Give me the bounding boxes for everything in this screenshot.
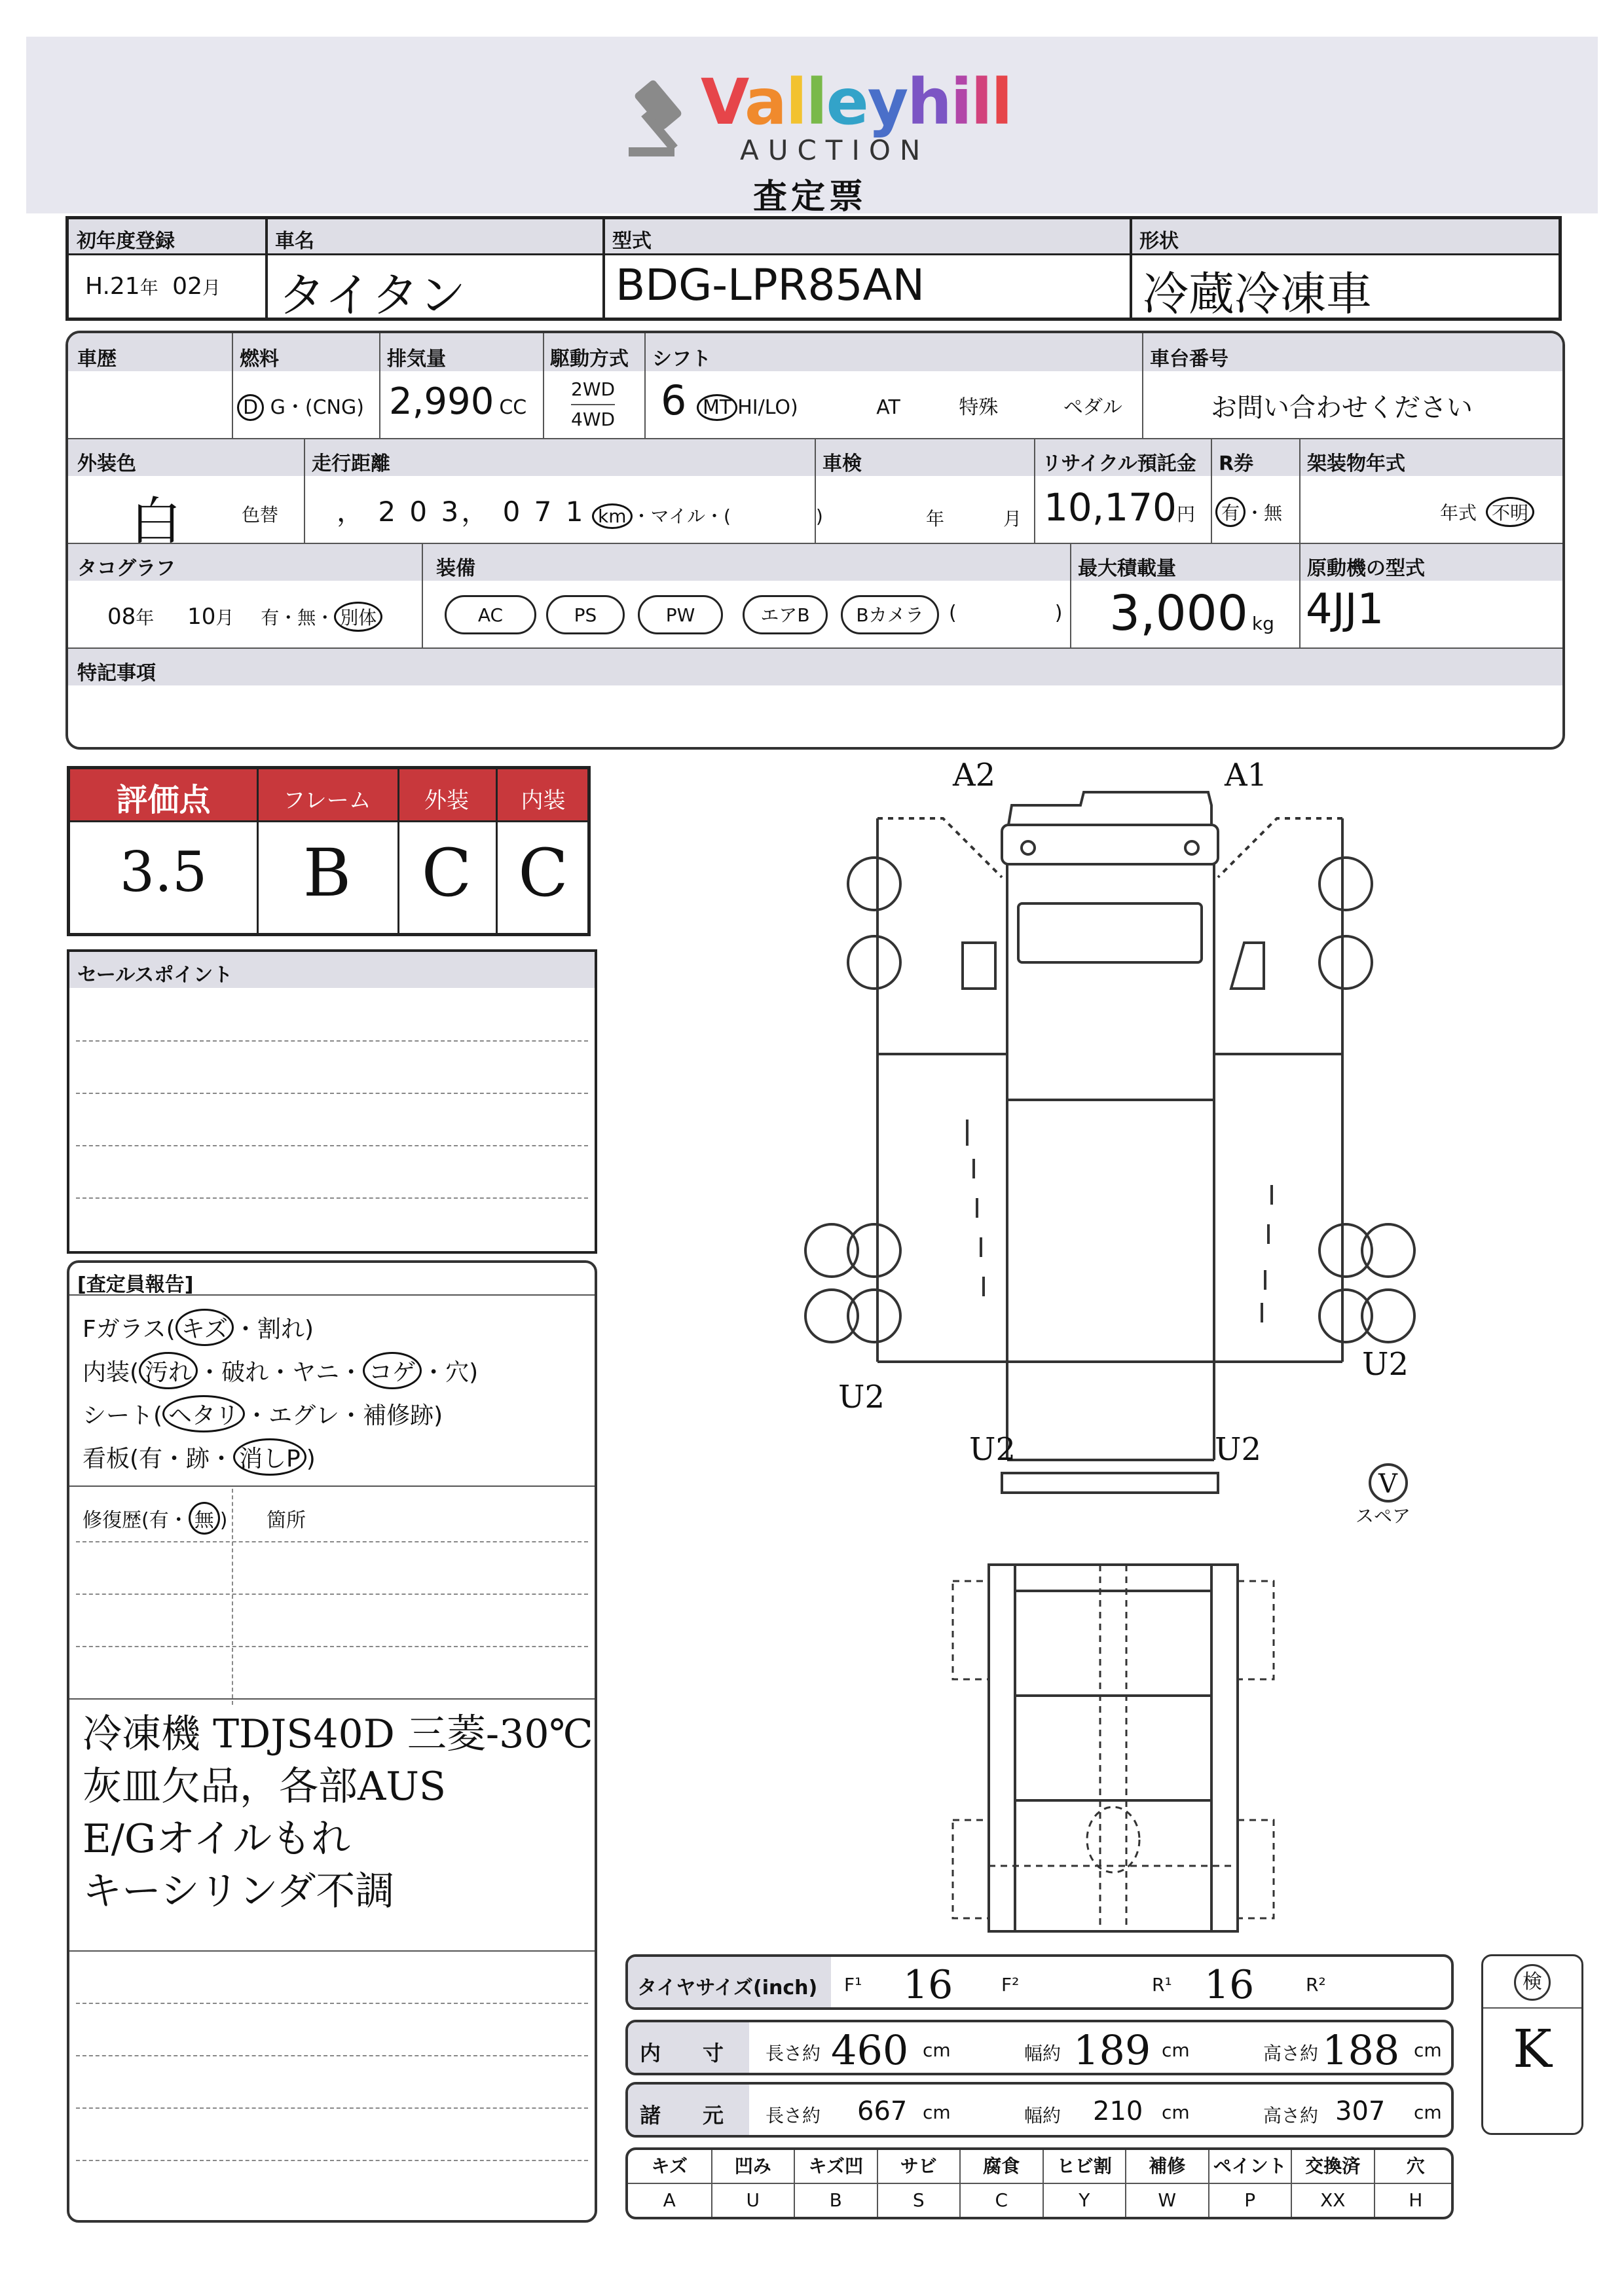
inner-len-unit: cm [923, 2039, 951, 2061]
load-label: 最大積載量 [1078, 557, 1176, 580]
legend-name: 交換済 [1292, 2150, 1374, 2184]
drive-label: 駆動方式 [550, 348, 629, 371]
car-name-value: タイタン [278, 268, 466, 323]
evaluation-table [67, 766, 591, 936]
inspector-value: K [1513, 2018, 1552, 2079]
spec-hgt-label: 高さ約 [1263, 2105, 1319, 2126]
tacho-value: 08年 10月 有・無・ 別体 [107, 602, 382, 632]
report-label: [査定員報告] [77, 1273, 194, 1296]
mark-u2-right: U2 [1362, 1346, 1409, 1383]
legend-item [628, 2150, 711, 2217]
body-year-label: 架装物年式 [1307, 452, 1405, 475]
model-label: 型式 [612, 230, 652, 253]
equip-ps: PS [546, 595, 625, 634]
report-box [67, 1260, 597, 2223]
brand-sub: AUCTION [740, 134, 930, 166]
legend-item [1291, 2150, 1374, 2217]
tire-r1-value: 16 [1204, 1962, 1255, 2008]
legend-item [794, 2150, 877, 2217]
r-ticket-label: R券 [1219, 452, 1254, 475]
legend-item [711, 2150, 794, 2217]
spec-hgt-value: 307 [1335, 2096, 1386, 2126]
spec-wid-label: 幅約 [1024, 2105, 1061, 2126]
sales-points-label: セールスポイント [77, 964, 233, 987]
inner-hgt-unit: cm [1414, 2039, 1442, 2061]
tire-size-row [625, 1954, 1454, 2010]
basic-info-table [65, 216, 1562, 321]
legend-name: 腐食 [961, 2150, 1043, 2184]
color-value: 白 [130, 492, 182, 551]
legend-code: B [829, 2189, 842, 2211]
spec-len-value: 667 [857, 2096, 908, 2126]
report-interior: 内装( 汚れ ・破れ・ヤニ・ コゲ ・穴) [83, 1352, 478, 1389]
equip-airbag: エアB [743, 595, 828, 634]
report-seat: シート( ヘタリ ・エグレ・補修跡) [83, 1395, 443, 1432]
exterior-label: 外装 [424, 788, 469, 814]
report-glass: Fガラス( キズ ・割れ) [83, 1309, 314, 1346]
load-value: 3,000 kg [1109, 585, 1274, 642]
first-reg-value: H.21年 02月 [85, 273, 221, 300]
inner-wid-unit: cm [1162, 2039, 1190, 2061]
spec-hgt-unit: cm [1414, 2102, 1442, 2123]
legend-item [877, 2150, 960, 2217]
frame-value: B [303, 835, 352, 911]
mark-a1: A1 [1225, 757, 1268, 793]
mark-u2-rear-left: U2 [969, 1431, 1016, 1468]
shift-num: 6 [661, 376, 687, 424]
tire-f1-label: F¹ [844, 1974, 862, 1995]
brand-logo: Valleyhill [701, 65, 1012, 139]
inner-hgt-label: 高さ約 [1263, 2043, 1319, 2064]
engine-label: 原動機の型式 [1307, 557, 1425, 580]
inner-len-label: 長さ約 [766, 2043, 821, 2064]
legend-name: キズ [628, 2150, 711, 2184]
legend-code: S [912, 2189, 925, 2211]
shape-value: 冷蔵冷凍車 [1143, 267, 1372, 321]
legend-name: 穴 [1375, 2150, 1454, 2184]
exterior-value: C [421, 835, 472, 911]
legend-name: 補修 [1126, 2150, 1208, 2184]
interior-value: C [518, 835, 568, 911]
mark-u2-rear-right: U2 [1215, 1431, 1261, 1468]
history-label: 車歴 [77, 348, 117, 371]
color-change: 色替 [242, 504, 279, 526]
equip-ac: AC [445, 595, 536, 634]
drive-value: 2WD 4WD [571, 375, 615, 434]
spare-label: スペア [1356, 1505, 1411, 1527]
inner-dims-label: 内 寸 [640, 2041, 724, 2066]
interior-label: 内装 [521, 788, 566, 814]
sales-points-box [67, 949, 597, 1254]
inspector-box [1481, 1954, 1583, 2135]
spec-len-unit: cm [923, 2102, 951, 2123]
legend-item [1125, 2150, 1208, 2217]
frame-label: フレーム [283, 788, 371, 814]
car-name-label: 車名 [275, 230, 314, 253]
legend-name: サビ [878, 2150, 960, 2184]
legend-name: キズ凹 [795, 2150, 877, 2184]
equip-other: ( ) [949, 602, 1063, 625]
report-sign: 看板(有・跡・ 消しP ) [83, 1438, 316, 1476]
first-reg-label: 初年度登録 [77, 230, 175, 253]
color-label: 外装色 [77, 452, 136, 475]
legend-name: ヒビ割 [1044, 2150, 1126, 2184]
notes-label: 特記事項 [77, 662, 156, 685]
vehicle-damage-diagram [786, 753, 1473, 1944]
recycle-value: 10,170円 [1044, 485, 1195, 530]
legend-name: 凹み [712, 2150, 794, 2184]
equip-pw: PW [638, 595, 723, 634]
gavel-icon [625, 75, 704, 160]
legend-code: C [995, 2189, 1008, 2211]
inspector-label: 検 [1514, 1964, 1551, 2001]
model-value: BDG-LPR85AN [616, 260, 925, 310]
inspection-label: 車検 [822, 452, 862, 475]
legend-code: U [746, 2189, 760, 2211]
spec-wid-value: 210 [1093, 2096, 1143, 2126]
damage-legend [625, 2147, 1454, 2219]
legend-code: XX [1320, 2189, 1346, 2211]
report-repair: 修復歴(有・ 無 ) 箇所 [83, 1502, 306, 1535]
mark-u2-left: U2 [838, 1379, 885, 1415]
tire-r1-label: R¹ [1152, 1974, 1172, 1995]
legend-code: W [1158, 2189, 1177, 2211]
legend-name: ペイント [1209, 2150, 1291, 2184]
inner-hgt-value: 188 [1322, 2026, 1400, 2074]
chassis-label: 車台番号 [1150, 348, 1228, 371]
legend-item [1374, 2150, 1454, 2217]
mark-spare-v: V [1378, 1469, 1397, 1499]
page-title: 査定票 [753, 177, 868, 217]
mileage-label: 走行距離 [312, 452, 390, 475]
spec-table [65, 331, 1565, 750]
tire-label: タイヤサイズ(inch) [637, 1977, 818, 1999]
r-ticket-value: 有 ・無 [1215, 497, 1282, 527]
recycle-label: リサイクル預託金 [1042, 452, 1196, 475]
legend-item [1043, 2150, 1126, 2217]
tacho-label: タコグラフ [77, 557, 175, 580]
equip-camera: Bカメラ [841, 595, 939, 634]
shift-label: シフト [652, 348, 711, 371]
inner-wid-label: 幅約 [1024, 2043, 1061, 2064]
roof-outline [1008, 792, 1211, 825]
shape-label: 形状 [1139, 230, 1179, 253]
spec-wid-unit: cm [1162, 2102, 1190, 2123]
inner-dims-row [625, 2020, 1454, 2075]
chassis-value: お問い合わせください [1211, 393, 1473, 423]
score-value: 3.5 [119, 840, 208, 904]
report-handwritten: 冷凍機 TDJS40D 三菱-30℃ 灰皿欠品，各部AUS E/Gオイルもれ キーシリンダ不調 [83, 1711, 593, 1914]
spec-dims-label: 諸 元 [640, 2103, 724, 2128]
engine-value: 4JJ1 [1306, 585, 1384, 634]
shift-value: MT HI/LO) AT 特殊 ペダル [697, 391, 1122, 421]
displacement-value: 2,990 CC [389, 380, 527, 423]
legend-code: P [1244, 2189, 1256, 2211]
tire-f1-value: 16 [903, 1962, 953, 2008]
legend-code: H [1409, 2189, 1423, 2211]
fuel-label: 燃料 [240, 348, 279, 371]
tire-r2-label: R² [1306, 1974, 1326, 1995]
spec-len-label: 長さ約 [766, 2105, 821, 2126]
mark-a2: A2 [953, 757, 996, 793]
legend-item [959, 2150, 1043, 2217]
fuel-value: D G・(CNG) [237, 391, 364, 421]
legend-code: A [663, 2189, 676, 2211]
score-label: 評価点 [116, 782, 211, 818]
mileage-digits: ， 2 0 3， 0 7 1 [337, 496, 586, 528]
tire-f2-label: F² [1001, 1974, 1020, 1995]
body-year-value: 年式 不明 [1440, 497, 1534, 527]
inspection-value: 年 月 [926, 508, 1022, 530]
inner-wid-value: 189 [1073, 2026, 1151, 2074]
legend-item [1208, 2150, 1291, 2217]
mileage-unit: km ・マイル・( ) [592, 502, 823, 529]
inner-len-value: 460 [831, 2026, 909, 2074]
equip-label: 装備 [436, 557, 475, 580]
displacement-label: 排気量 [387, 348, 446, 371]
spec-dims-row [625, 2082, 1454, 2138]
legend-code: Y [1079, 2189, 1090, 2211]
